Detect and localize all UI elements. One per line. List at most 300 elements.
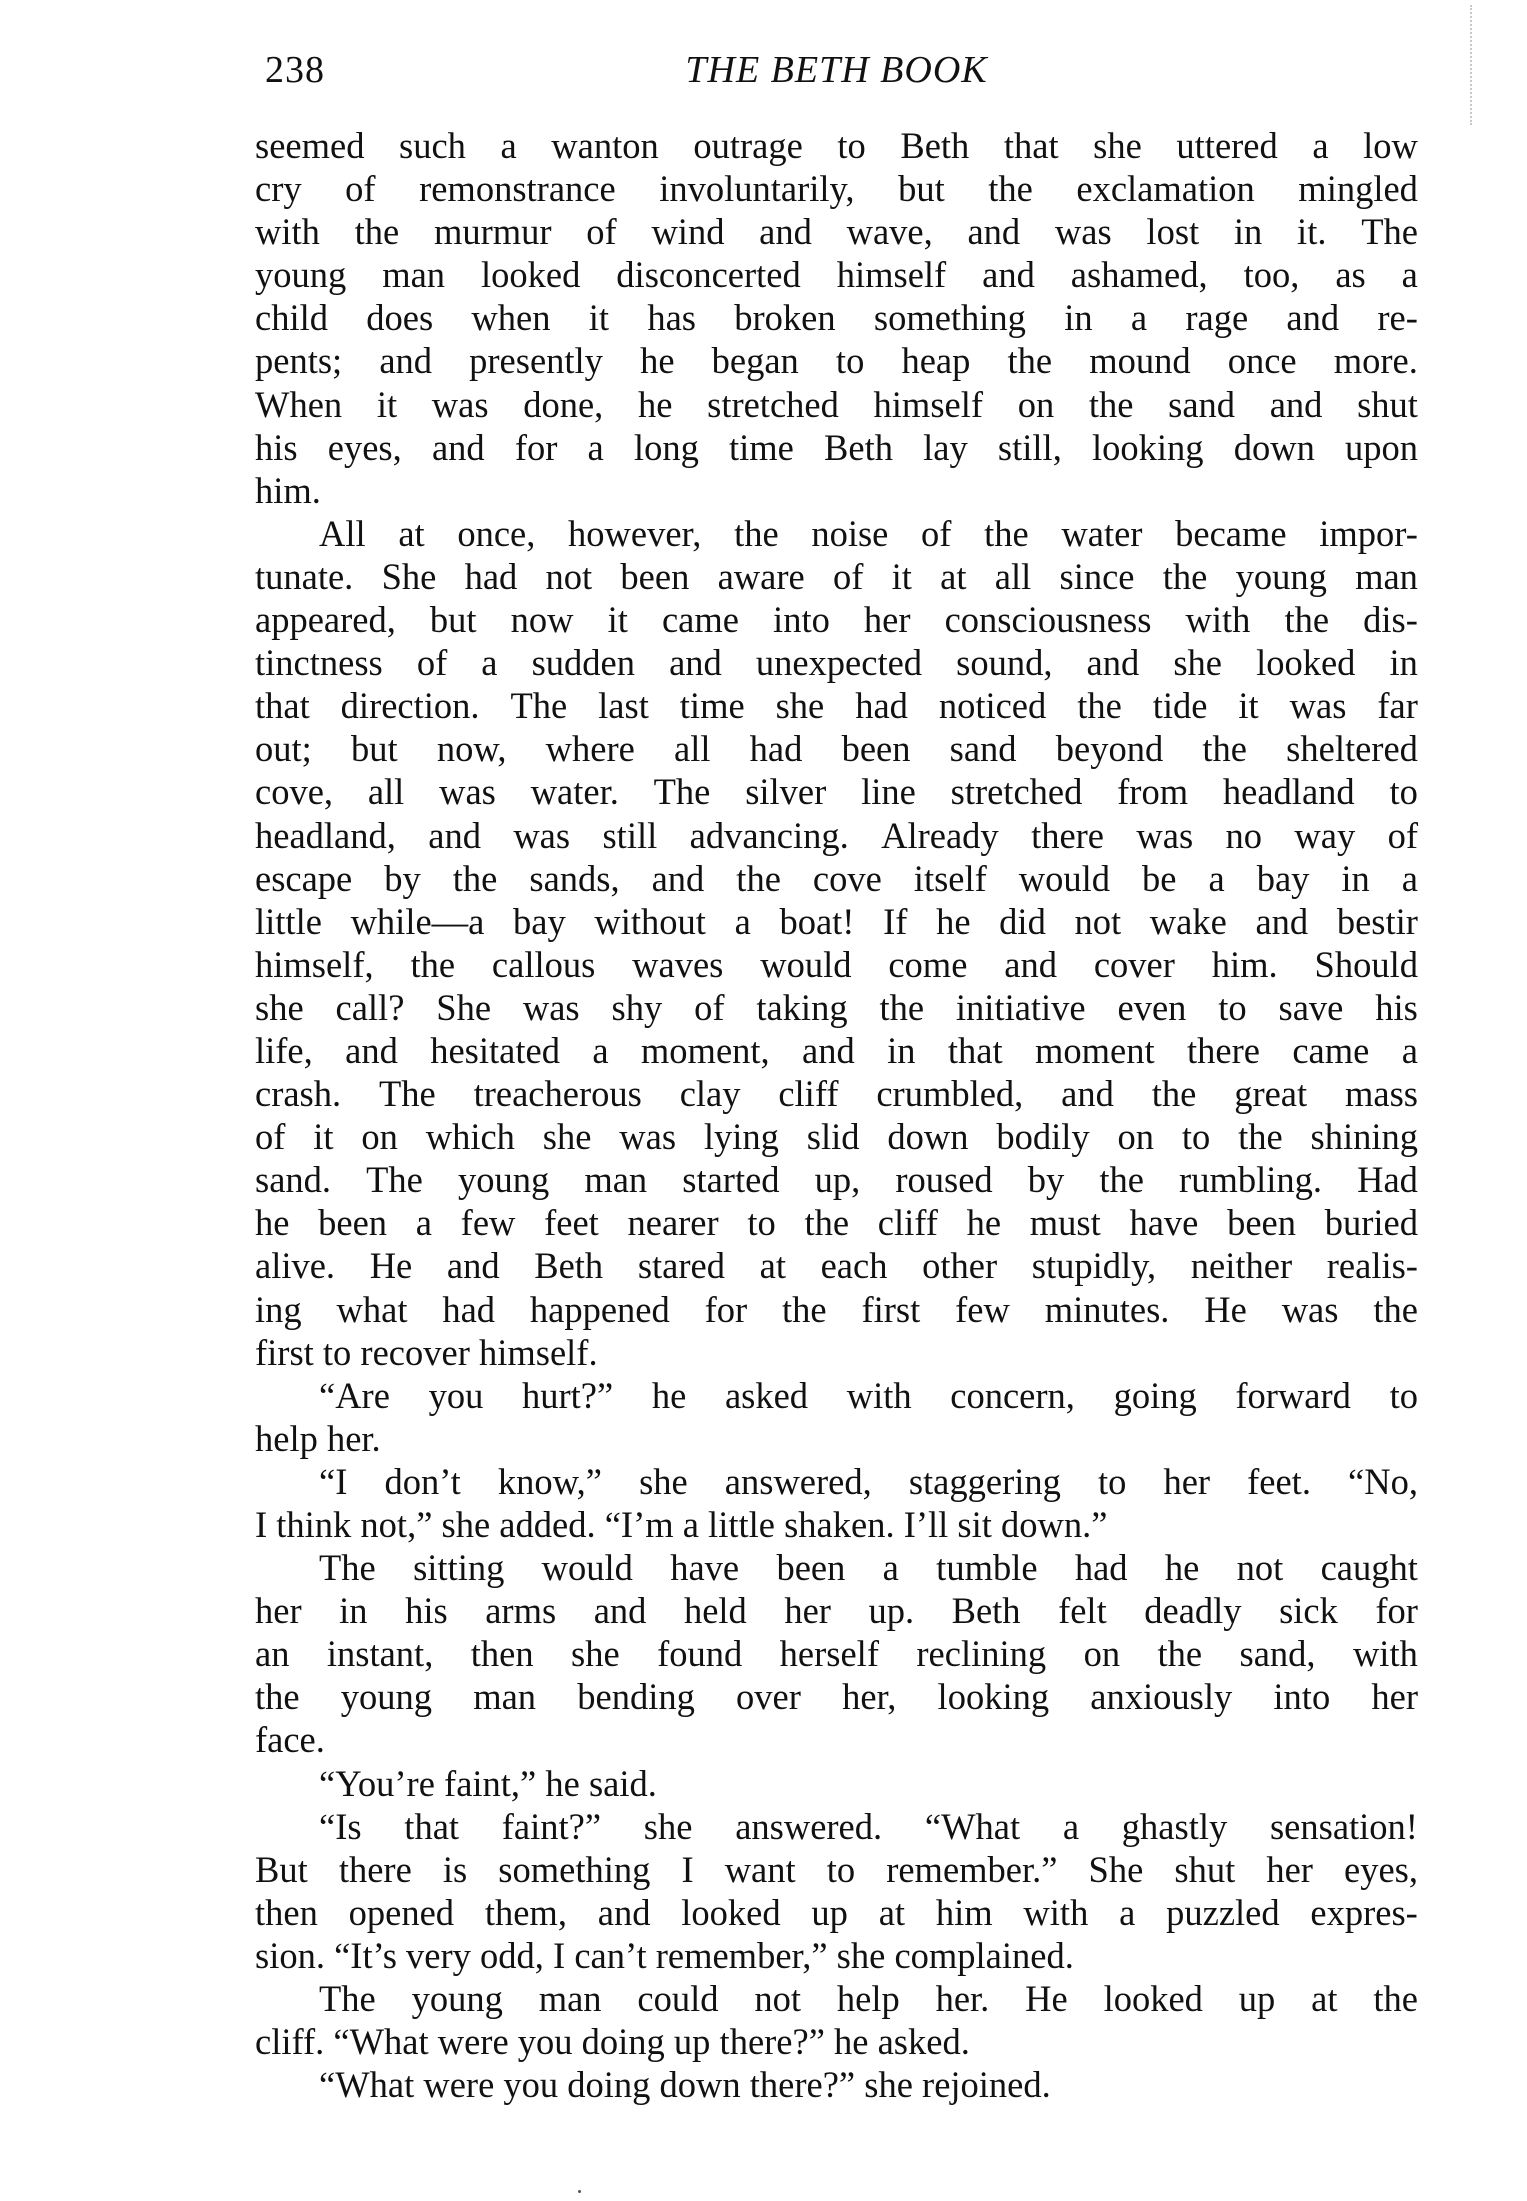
word: man <box>1355 555 1418 597</box>
word: when <box>471 297 551 339</box>
word: with <box>1023 1891 1089 1933</box>
word: sudden <box>531 642 635 684</box>
line-text: first to recover himself. <box>255 1331 598 1373</box>
word: had <box>464 555 518 597</box>
word: all <box>367 771 405 813</box>
text-line <box>255 1718 1418 1761</box>
text-line <box>255 1417 1418 1460</box>
word: looking <box>1092 426 1204 468</box>
word: feet <box>544 1202 599 1244</box>
word: on <box>1117 1116 1154 1158</box>
word: a <box>587 426 604 468</box>
word: a <box>481 642 498 684</box>
word: the <box>410 943 456 985</box>
word: the <box>1202 728 1247 770</box>
word: eyes, <box>327 426 402 468</box>
word: and <box>967 211 1021 253</box>
text-line <box>255 986 1418 1029</box>
word: advancing. <box>689 814 849 856</box>
word: had <box>442 1288 496 1330</box>
word: a <box>415 1202 432 1244</box>
word: long <box>633 426 699 468</box>
text-line <box>255 1848 1418 1891</box>
word: the <box>1088 383 1134 425</box>
word: to <box>1389 771 1418 813</box>
word: “I <box>319 1460 348 1502</box>
word: had <box>855 685 908 727</box>
word: sitting <box>413 1547 505 1589</box>
word: looked <box>1256 642 1356 684</box>
text-line <box>255 598 1418 641</box>
word: man <box>473 1676 537 1718</box>
word: She <box>1088 1848 1144 1890</box>
text-line <box>255 641 1418 684</box>
word: his <box>405 1590 448 1632</box>
word: crash. <box>255 1073 342 1115</box>
word: at <box>1311 1978 1338 2020</box>
word: and <box>669 642 722 684</box>
word: an <box>255 1633 290 1675</box>
text-line <box>255 814 1418 857</box>
word: too, <box>1243 254 1300 296</box>
word: cove <box>812 857 882 899</box>
body-text <box>255 124 1418 2106</box>
word: would <box>1018 857 1111 899</box>
word: and <box>1286 297 1340 339</box>
word: sound, <box>956 642 1053 684</box>
word: from <box>1117 771 1189 813</box>
word: opened <box>348 1891 455 1933</box>
text-line <box>255 1331 1418 1374</box>
word: the <box>1284 599 1330 641</box>
word: tunate. <box>255 555 354 597</box>
word: to <box>837 125 866 166</box>
word: then <box>255 1891 318 1933</box>
word: to <box>747 1202 776 1244</box>
word: the <box>452 857 498 899</box>
word: staggering <box>908 1460 1061 1502</box>
word: was <box>513 814 571 856</box>
word: was <box>431 383 489 425</box>
word: the <box>1373 1288 1418 1330</box>
text-line <box>255 339 1418 382</box>
word: she <box>643 1805 693 1847</box>
word: was <box>1054 211 1112 253</box>
word: down <box>887 1116 969 1158</box>
word: wanton <box>551 125 659 166</box>
word: began <box>711 340 799 382</box>
text-line <box>255 210 1418 253</box>
word: him. <box>1211 943 1278 985</box>
word: a <box>1208 857 1225 899</box>
word: and <box>446 1245 500 1287</box>
word: and <box>802 1029 855 1071</box>
word: presently <box>469 340 603 382</box>
word: “What <box>924 1805 1021 1847</box>
word: more. <box>1333 340 1418 382</box>
word: his <box>255 426 298 468</box>
word: bay <box>1256 857 1310 899</box>
word: tumble <box>936 1547 1038 1589</box>
word: ghastly <box>1121 1805 1228 1847</box>
text-line <box>255 1244 1418 1287</box>
word: and <box>1269 383 1323 425</box>
word: time <box>679 685 745 727</box>
word: the <box>1007 340 1053 382</box>
text-line <box>255 1029 1418 1072</box>
word: cry <box>255 168 302 210</box>
word: Beth <box>824 426 893 468</box>
word: mound <box>1089 340 1191 382</box>
word: She <box>381 555 437 597</box>
word: without <box>594 900 706 942</box>
word: young <box>457 1159 550 1201</box>
word: been <box>841 728 911 770</box>
word: arms <box>485 1590 557 1632</box>
word: the <box>1157 1633 1203 1675</box>
word: it <box>376 383 398 425</box>
word: not <box>754 1978 802 2020</box>
word: water <box>1061 512 1143 554</box>
word: had <box>749 728 803 770</box>
word: it <box>313 1116 334 1158</box>
text-line <box>255 770 1418 813</box>
word: He <box>1025 1978 1068 2020</box>
word: way <box>1294 814 1356 856</box>
word: to <box>1218 986 1247 1028</box>
word: been <box>318 1202 388 1244</box>
word: and <box>759 211 812 253</box>
word: clay <box>679 1073 741 1115</box>
word: aware <box>717 555 805 597</box>
word: man <box>538 1978 602 2020</box>
word: was <box>1136 814 1194 856</box>
word: of <box>921 512 952 554</box>
word: outrage <box>693 125 803 166</box>
word: dis- <box>1363 599 1418 641</box>
running-head <box>255 48 1418 110</box>
word: taking <box>756 986 848 1028</box>
word: still <box>602 814 658 856</box>
word: tinctness <box>255 642 383 684</box>
word: was <box>619 1116 677 1158</box>
word: man <box>382 254 446 296</box>
word: remember.” <box>886 1848 1058 1890</box>
word: the <box>804 1202 850 1244</box>
word: be <box>1142 857 1177 899</box>
line-text: face. <box>255 1719 325 1761</box>
word: that <box>404 1805 460 1847</box>
word: looking <box>937 1676 1050 1718</box>
word: far <box>1377 685 1418 727</box>
word: consciousness <box>944 599 1152 641</box>
word: her <box>784 1590 831 1632</box>
word: and <box>1004 943 1057 985</box>
word: sand <box>949 728 1017 770</box>
word: last <box>598 685 649 727</box>
text-line <box>255 296 1418 339</box>
word: was <box>1289 685 1347 727</box>
word: would <box>541 1547 633 1589</box>
word: sheltered <box>1286 728 1418 770</box>
word: little <box>255 900 322 942</box>
word: low <box>1363 125 1418 166</box>
word: came <box>661 599 739 641</box>
word: call? <box>335 986 405 1028</box>
word: of <box>345 168 376 210</box>
word: the <box>1373 1978 1418 2020</box>
word: and <box>345 1029 398 1071</box>
text-line <box>255 1589 1418 1632</box>
word: however, <box>568 512 702 554</box>
text-line <box>255 1891 1418 1934</box>
word: have <box>670 1547 740 1589</box>
text-line <box>255 469 1418 512</box>
word: nearer <box>627 1202 719 1244</box>
word: she <box>639 1460 688 1502</box>
word: But <box>255 1848 308 1890</box>
word: to <box>1097 1460 1127 1502</box>
word: wind <box>651 211 725 253</box>
word: rage <box>1185 297 1249 339</box>
word: started <box>682 1159 780 1201</box>
word: she <box>542 1116 592 1158</box>
word: looked <box>681 1891 781 1933</box>
word: and <box>379 340 433 382</box>
word: moment <box>1035 1029 1155 1071</box>
word: pents; <box>255 340 343 382</box>
word: realis- <box>1326 1245 1418 1287</box>
text-line <box>255 1201 1418 1244</box>
word: remonstrance <box>419 168 616 210</box>
word: headland, <box>255 814 396 856</box>
word: caught <box>1320 1547 1418 1589</box>
text-line <box>255 1072 1418 1115</box>
word: by <box>384 857 421 899</box>
word: few <box>460 1202 516 1244</box>
text-line <box>255 1460 1418 1503</box>
word: cover <box>1093 943 1175 985</box>
word: not <box>1074 900 1122 942</box>
word: silver <box>745 771 827 813</box>
word: came <box>1292 1029 1370 1071</box>
text-line <box>255 167 1418 210</box>
word: waves <box>632 943 724 985</box>
word: could <box>637 1978 719 2020</box>
word: himself, <box>255 943 374 985</box>
word: shining <box>1310 1116 1418 1158</box>
text-line <box>255 1115 1418 1158</box>
word: The <box>653 771 711 813</box>
line-text: help her. <box>255 1417 381 1459</box>
word: he <box>640 340 675 382</box>
word: of <box>416 642 448 684</box>
text-line <box>255 2020 1418 2063</box>
text-line <box>255 1632 1418 1675</box>
word: but <box>429 599 477 641</box>
word: was <box>1281 1288 1339 1330</box>
word: sands, <box>529 857 620 899</box>
word: neither <box>1190 1245 1293 1287</box>
word: been <box>1227 1202 1296 1244</box>
word: done, <box>523 383 604 425</box>
word: headland <box>1222 771 1355 813</box>
word: eyes, <box>1344 1848 1418 1890</box>
word: lay <box>923 426 968 468</box>
text-line <box>255 555 1418 598</box>
word: her <box>1163 1460 1211 1502</box>
text-line <box>255 1374 1418 1417</box>
text-line <box>255 1546 1418 1589</box>
word: felt <box>1058 1590 1107 1632</box>
text-line <box>255 2063 1418 2106</box>
word: a <box>1401 254 1418 296</box>
word: and <box>1061 1073 1114 1115</box>
word: at <box>878 1891 906 1933</box>
word: on <box>361 1116 398 1158</box>
text-line <box>255 1977 1418 2020</box>
text-line <box>255 1805 1418 1848</box>
word: and <box>593 1590 647 1632</box>
word: I <box>681 1848 694 1890</box>
line-text: “What were you doing down there?” she rejoined. <box>319 2064 1051 2106</box>
word: at <box>940 555 967 597</box>
text-line <box>255 1288 1418 1331</box>
word: while—a <box>350 900 485 942</box>
word: mass <box>1345 1073 1418 1115</box>
word: such <box>399 125 466 166</box>
word: once <box>1227 340 1297 382</box>
word: a <box>1062 1805 1080 1847</box>
word: his <box>1375 986 1418 1028</box>
word: mingled <box>1298 168 1418 210</box>
word: buried <box>1324 1202 1418 1244</box>
word: the <box>736 857 781 899</box>
word: The <box>379 1073 436 1115</box>
word: of <box>1387 814 1418 856</box>
text-line <box>255 1762 1418 1805</box>
word: for <box>704 1288 748 1330</box>
word: on <box>1083 1633 1121 1675</box>
line-text: sion. “It’s very odd, I can’t remember,” she complained. <box>255 1934 1074 1976</box>
word: callous <box>491 943 596 985</box>
word: line <box>861 771 916 813</box>
word: he <box>255 1202 290 1244</box>
word: up <box>1238 1978 1276 2020</box>
word: but <box>898 168 945 210</box>
word: want <box>724 1848 796 1890</box>
word: even <box>1117 986 1187 1028</box>
word: bodily <box>996 1116 1090 1158</box>
text-line <box>255 426 1418 469</box>
word: initiative <box>955 986 1086 1028</box>
word: uttered <box>1176 125 1278 166</box>
word: at <box>398 512 425 554</box>
word: sand <box>1168 383 1236 425</box>
word: as <box>1335 254 1366 296</box>
word: him <box>935 1891 993 1933</box>
book-page <box>255 48 1418 2106</box>
word: looked <box>1103 1978 1203 2020</box>
word: Should <box>1314 943 1418 985</box>
word: that <box>255 685 310 727</box>
word: he <box>651 1374 687 1416</box>
word: stretched <box>950 771 1083 813</box>
word: When <box>255 383 343 425</box>
word: and <box>1086 642 1140 684</box>
word: beyond <box>1055 728 1164 770</box>
word: does <box>366 297 434 339</box>
word: unexpected <box>755 642 923 684</box>
word: the <box>734 512 779 554</box>
word: impor- <box>1319 512 1418 554</box>
word: treacherous <box>473 1073 642 1115</box>
word: since <box>1059 555 1135 597</box>
word: broken <box>734 297 836 339</box>
word: to <box>1181 1116 1211 1158</box>
word: on <box>1017 383 1055 425</box>
word: seemed <box>255 125 365 166</box>
word: in <box>887 1029 916 1071</box>
text-line <box>255 383 1418 426</box>
word: it <box>1238 685 1259 727</box>
word: and <box>428 814 481 856</box>
word: with <box>1185 599 1251 641</box>
word: a <box>1312 125 1329 166</box>
word: had <box>1074 1547 1128 1589</box>
word: her <box>1266 1848 1313 1890</box>
word: which <box>425 1116 515 1158</box>
word: she <box>1173 642 1222 684</box>
text-line <box>255 1934 1418 1977</box>
word: once, <box>457 512 536 554</box>
word: ashamed, <box>1070 254 1208 296</box>
word: is <box>442 1848 468 1890</box>
word: been <box>776 1547 846 1589</box>
word: escape <box>255 857 353 899</box>
word: puzzled <box>1166 1891 1280 1933</box>
word: a <box>1401 1029 1418 1071</box>
word: then <box>470 1633 534 1675</box>
word: did <box>999 900 1046 942</box>
word: at <box>759 1245 786 1287</box>
word: of <box>586 211 617 253</box>
word: All <box>319 512 366 554</box>
word: sick <box>1279 1590 1338 1632</box>
word: that <box>947 1029 1003 1071</box>
word: a <box>1401 857 1418 899</box>
word: a <box>592 1029 609 1071</box>
word: the <box>1099 1159 1144 1201</box>
word: her, <box>842 1676 897 1718</box>
word: sensation! <box>1269 1805 1418 1847</box>
word: a <box>1119 1891 1136 1933</box>
word: and <box>431 426 485 468</box>
word: by <box>1027 1159 1065 1201</box>
word: noise <box>811 512 889 554</box>
word: to <box>835 340 865 382</box>
word: Beth <box>951 1590 1021 1632</box>
word: faint?” <box>501 1805 602 1847</box>
word: expres- <box>1310 1891 1418 1933</box>
word: it. <box>1297 211 1327 253</box>
word: wake <box>1149 900 1227 942</box>
word: young <box>340 1676 433 1718</box>
word: it <box>891 555 912 597</box>
word: he <box>966 1202 1002 1244</box>
word: where <box>545 728 635 770</box>
word: you <box>428 1374 484 1416</box>
